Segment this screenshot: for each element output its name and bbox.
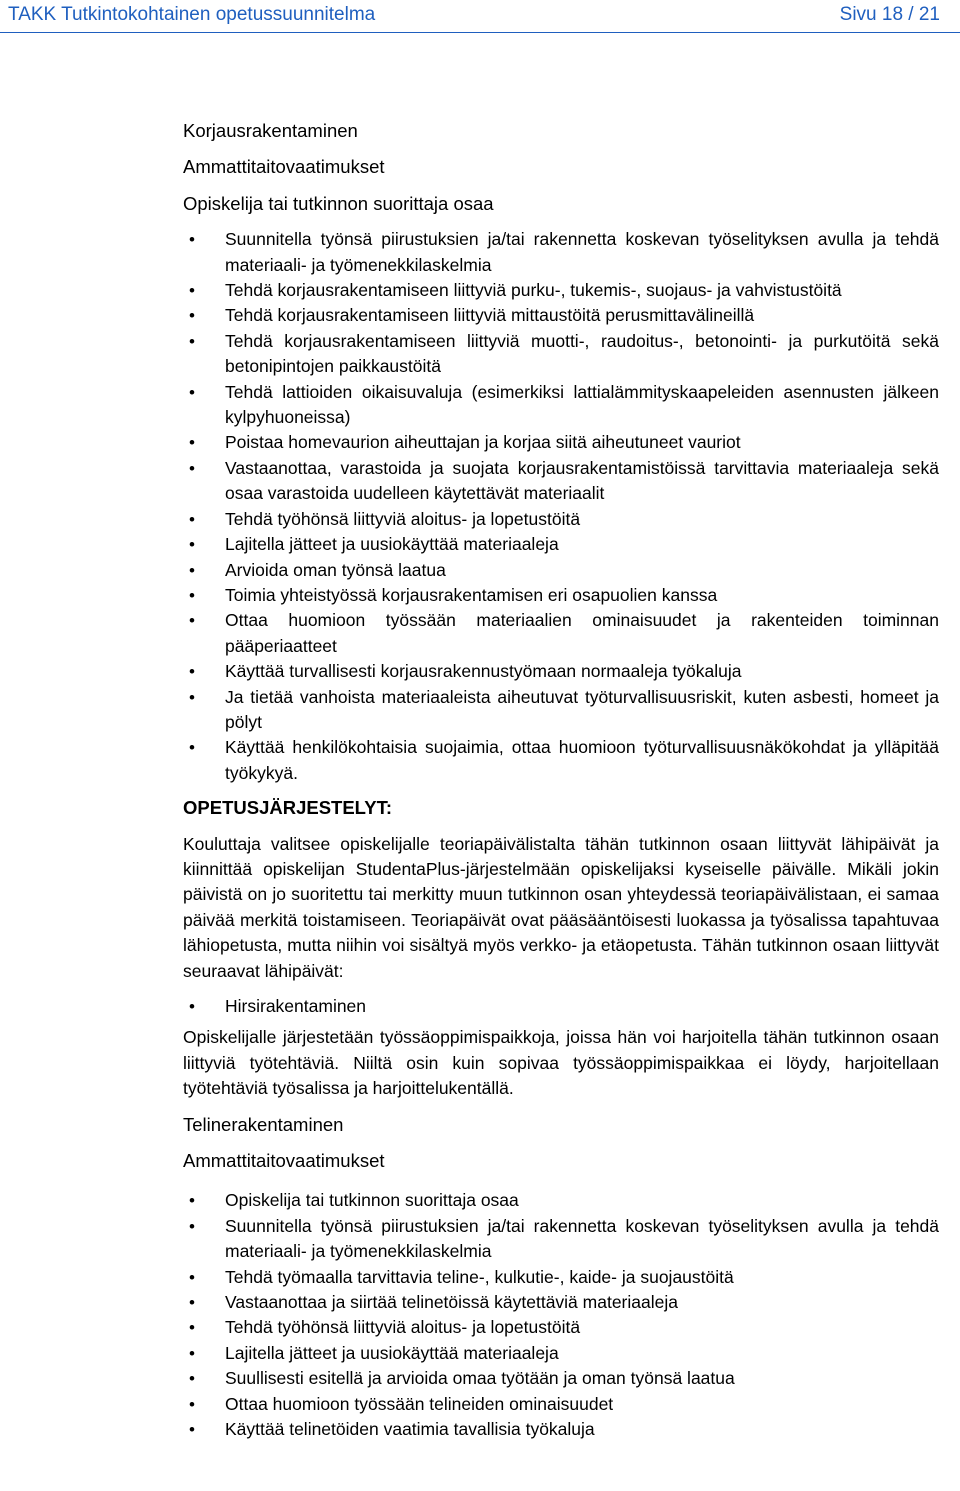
list-item: • Ottaa huomioon työssään materiaalien ominaisuudet ja rakenteiden toiminnan pääperiaatteet — [183, 608, 939, 659]
document-body — [183, 118, 939, 1449]
section-subheading: Ammattitaitovaatimukset — [183, 156, 385, 178]
list-item: • Tehdä korjausrakentamiseen liittyviä mittaustöitä perusmittavälineillä — [183, 303, 939, 328]
list-item: • Käyttää telinetöiden vaatimia tavallisia työkaluja — [183, 1417, 939, 1442]
list-item: • Vastaanottaa, varastoida ja suojata korjausrakentamistöissä tarvittavia materiaaleja sekä osaa varastoida uudelleen käytettävät materiaalit — [183, 456, 939, 507]
list-item: • Tehdä korjausrakentamiseen liittyviä purku-, tukemis-, suojaus- ja vahvistustöitä — [183, 278, 939, 303]
document-title: TAKK Tutkintokohtainen opetussuunnitelma — [8, 4, 376, 25]
list-item: • Tehdä lattioiden oikaisuvaluja (esimerkiksi lattialämmityskaapeleiden asennusten jälkeen kylpyhuoneissa) — [183, 380, 939, 431]
section-heading-teline: Telinerakentaminen — [183, 1113, 344, 1135]
list-item: • Ottaa huomioon työssään telineiden ominaisuudet — [183, 1392, 939, 1417]
list-item: • Vastaanottaa ja siirtää telinetöissä käytettäviä materiaaleja — [183, 1290, 939, 1315]
list-item: • Tehdä työmaalla tarvittavia teline-, kulkutie-, kaide- ja suojaustöitä — [183, 1265, 939, 1290]
list-item: • Käyttää henkilökohtaisia suojaimia, ottaa huomioon työturvallisuusnäkökohdat ja ylläpitää työkykyä. — [183, 735, 939, 786]
list-item: • Tehdä korjausrakentamiseen liittyviä muotti-, raudoitus-, betonointi- ja purkutöitä sekä betonipintojen paikkaustöitä — [183, 329, 939, 380]
list-item: • Poistaa homevaurion aiheuttajan ja korjaa siitä aiheutuneet vauriot — [183, 430, 939, 455]
section-subheading-teline: Ammattitaitovaatimukset — [183, 1150, 385, 1172]
list-item: • Toimia yhteistyössä korjausrakentamisen eri osapuolien kanssa — [183, 583, 939, 608]
page-header — [0, 0, 960, 33]
list-item: • Tehdä työhönsä liittyviä aloitus- ja lopetustöitä — [183, 1315, 939, 1340]
page-number: Sivu 18 / 21 — [839, 4, 940, 25]
list-item: • Lajitella jätteet ja uusiokäyttää materiaaleja — [183, 532, 939, 557]
list-item: • Tehdä työhönsä liittyviä aloitus- ja lopetustöitä — [183, 507, 939, 532]
opetus-paragraph-2: Opiskelijalle järjestetään työssäoppimispaikkoja, joissa hän voi harjoitella tähän tutkinnon osaan liittyviä työtehtäviä. Niiltä osin kuin sopivaa työssäoppimispaikkaa ei löydy, harjoitellaan työtehtäviä työsalissa ja harjoittelukentällä. — [183, 1027, 939, 1099]
requirements-list — [183, 227, 939, 786]
list-item: • Lajitella jätteet ja uusiokäyttää materiaaleja — [183, 1341, 939, 1366]
list-item: • Suunnitella työnsä piirustuksien ja/tai rakennetta koskevan työselityksen avulla ja tehdä materiaali- ja työmenekkilaskelmia — [183, 1214, 939, 1265]
lahipaivat-list — [183, 994, 939, 1019]
section-intro: Opiskelija tai tutkinnon suorittaja osaa — [183, 192, 494, 214]
list-item: • Arvioida oman työnsä laatua — [183, 558, 939, 583]
list-item: • Suunnitella työnsä piirustuksien ja/tai rakennetta koskevan työselityksen avulla ja tehdä materiaali- ja työmenekkilaskelmia — [183, 227, 939, 278]
teline-requirements-list — [183, 1188, 939, 1442]
list-item: • Suullisesti esitellä ja arvioida omaa työtään ja oman työnsä laatua — [183, 1366, 939, 1391]
list-item: • Hirsirakentaminen — [183, 994, 939, 1019]
section-heading: Korjausrakentaminen — [183, 120, 358, 141]
opetus-heading: OPETUSJÄRJESTELYT: — [183, 797, 393, 819]
list-item: • Ja tietää vanhoista materiaaleista aiheutuvat työturvallisuusriskit, kuten asbesti, homeet ja pölyt — [183, 685, 939, 736]
list-item: • Käyttää turvallisesti korjausrakennustyömaan normaaleja työkaluja — [183, 659, 939, 684]
list-item: • Opiskelija tai tutkinnon suorittaja osaa — [183, 1188, 939, 1213]
opetus-paragraph-1: Kouluttaja valitsee opiskelijalle teoriapäivälistalta tähän tutkinnon osaan liittyvät lähipäivät ja kiinnittää opiskelijan StudentaPlus-järjestelmään opiskelijaksi kyseiselle päivälle. Mikäli jokin päivistä on jo suoritettu tai merkitty muun tutkinnon osan yhteydessä teoriapäivälistaan, ei samaa päivää merkitä toistamiseen. Teoriapäivät ovat pääsääntöisesti luokassa ja työsalissa tapahtuvaa lähiopetusta, mutta niihin voi sisältyä myös verkko- ja etäopetusta. Tähän tutkinnon osaan liittyvät seuraavat lähipäivät: — [183, 833, 939, 981]
